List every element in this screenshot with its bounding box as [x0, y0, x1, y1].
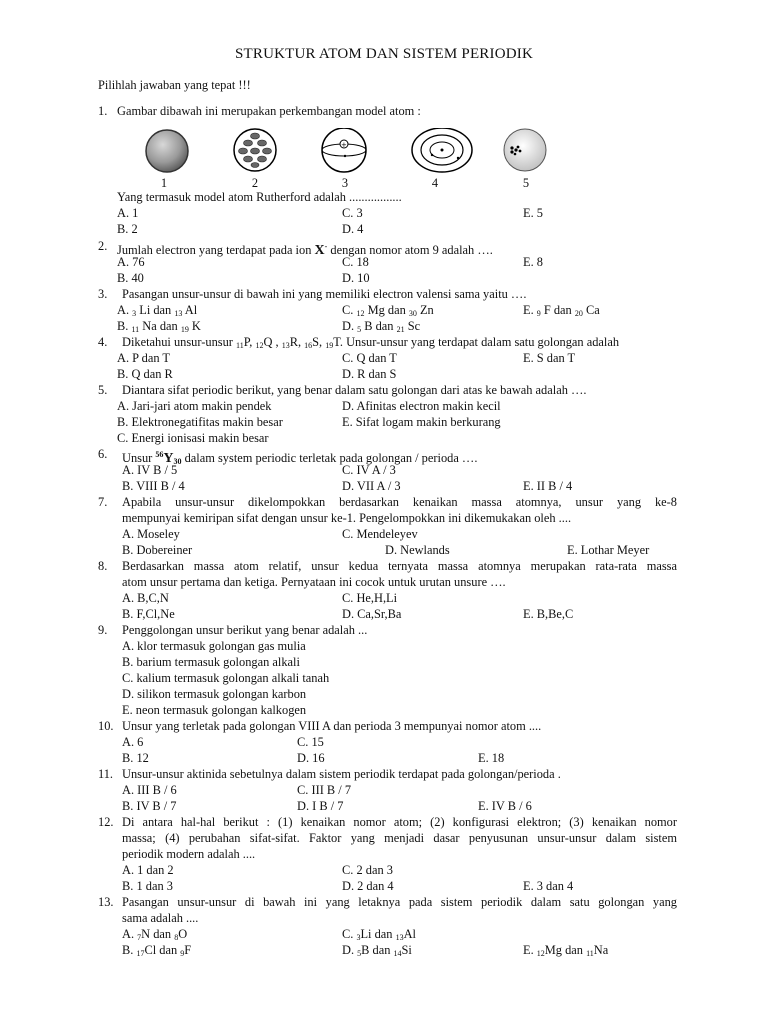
svg-text:+: + — [341, 141, 347, 149]
q6-option-a: A. IV B / 5 — [122, 463, 178, 477]
q4-text: Diketahui unsur-unsur $_{11}$P, $_{12}$Q , $_{13}$R, $_{16}$S, $_{19}$T. Unsur-unsur yang terdapat dalam satu golongan adalah — [122, 335, 620, 350]
page-title: STRUKTUR ATOM DAN SISTEM PERIODIK — [234, 46, 534, 62]
q5-option-e: E. Sifat logam makin berkurang — [342, 415, 501, 429]
q13-text-line1: Pasangan unsur-unsur di bawah ini yang letaknya pada sistem periodik dalam satu golongan yang — [122, 895, 677, 909]
q12-text-line1: Di antara hal-hal berikut : (1) kenaikan nomor atom; (2) konfigurasi elektron; (3) kenaikan nomor — [122, 815, 677, 829]
q3-option-b: B. $_{11}$ Na dan $_{19}$ K — [117, 319, 201, 334]
q11-number: 11. — [98, 767, 114, 781]
q12-option-c: C. 2 dan 3 — [342, 863, 393, 877]
q9-text: Penggolongan unsur berikut yang benar adalah ... — [122, 623, 368, 637]
instruction: Pilihlah jawaban yang tepat !!! — [98, 78, 251, 92]
figure-label: 1 — [160, 176, 168, 190]
q3-option-c: C. $_{12}$ Mg dan $_{30}$ Zn — [342, 303, 434, 318]
q10-option-a: A. 6 — [122, 735, 144, 749]
q3-number: 3. — [98, 287, 108, 301]
q4-option-b: B. Q dan R — [117, 367, 173, 381]
q12-option-e: E. 3 dan 4 — [523, 879, 574, 893]
q9-option-a: A. klor termasuk golongan gas mulia — [122, 639, 306, 653]
q12-number: 12. — [98, 815, 114, 829]
rutherford-model-icon — [322, 128, 366, 172]
q1-option-c: C. 3 — [342, 206, 363, 220]
q8-option-d: D. Ca,Sr,Ba — [342, 607, 402, 621]
q3-option-a: A. $_3$ Li dan $_{13}$ Al — [117, 303, 198, 318]
q6-number: 6. — [98, 447, 108, 461]
q11-option-b: B. IV B / 7 — [122, 799, 177, 813]
q1-option-b: B. 2 — [117, 222, 138, 236]
q4-option-c: C. Q dan T — [342, 351, 397, 365]
q2-option-a: A. 76 — [117, 255, 145, 269]
q1-option-d: D. 4 — [342, 222, 364, 236]
q7-option-a: A. Moseley — [122, 527, 180, 541]
q2-number: 2. — [98, 239, 108, 253]
q5-text: Diantara sifat periodic berikut, yang benar dalam satu golongan dari atas ke bawah adalah …. — [122, 383, 587, 397]
q12-option-b: B. 1 dan 3 — [122, 879, 173, 893]
q2-option-d: D. 10 — [342, 271, 370, 285]
q8-option-c: C. He,H,Li — [342, 591, 398, 605]
q13-option-b: B. $_{17}$Cl dan $_9$F — [122, 943, 192, 958]
q10-option-b: B. 12 — [122, 751, 149, 765]
figure-label: 5 — [522, 176, 530, 190]
q12-option-a: A. 1 dan 2 — [122, 863, 174, 877]
q13-text-line2: sama adalah .... — [122, 911, 199, 925]
q13-option-c: C. $_3$Li dan $_{13}$Al — [342, 927, 416, 942]
q13-option-a: A. $_7$N dan $_8$O — [122, 927, 188, 942]
q8-option-e: E. B,Be,C — [523, 607, 574, 621]
q12-option-d: D. 2 dan 4 — [342, 879, 394, 893]
thomson-model-icon — [234, 129, 276, 171]
q5-option-a: A. Jari-jari atom makin pendek — [117, 399, 272, 413]
q6-option-c: C. IV A / 3 — [342, 463, 396, 477]
q8-number: 8. — [98, 559, 108, 573]
q5-number: 5. — [98, 383, 108, 397]
q11-option-d: D. I B / 7 — [297, 799, 344, 813]
q11-option-c: C. III B / 7 — [297, 783, 352, 797]
q12-text-line3: periodik modern adalah .... — [122, 847, 256, 861]
q9-number: 9. — [98, 623, 108, 637]
q7-text-line2: mempunyai kemiripan sifat dengan unsur ke-1. Pengelompokkan ini dikemukakan oleh .... — [122, 511, 572, 525]
q2-option-e: E. 8 — [523, 255, 543, 269]
q6-text: Unsur $^{56}Y_{30}$ dalam system periodic terletak pada golongan / perioda …. — [122, 450, 478, 466]
dalton-model-icon — [146, 130, 188, 172]
quantum-model-icon — [504, 129, 546, 171]
q1-option-a: A. 1 — [117, 206, 139, 220]
q2-text: Jumlah electron yang terdapat pada ion X- dengan nomor atom 9 adalah …. — [117, 242, 493, 258]
q9-option-d: D. silikon termasuk golongan karbon — [122, 687, 307, 701]
q1-text: Gambar dibawah ini merupakan perkembangan model atom : — [117, 104, 421, 118]
q10-option-d: D. 16 — [297, 751, 325, 765]
figure-label: 4 — [431, 176, 439, 190]
q8-option-a: A. B,C,N — [122, 591, 169, 605]
q7-number: 7. — [98, 495, 108, 509]
q11-option-e: E. IV B / 6 — [478, 799, 532, 813]
q9-option-b: B. barium termasuk golongan alkali — [122, 655, 300, 669]
q13-option-d: D. $_5$B dan $_{14}$Si — [342, 943, 412, 958]
q7-option-c: C. Mendeleyev — [342, 527, 418, 541]
q1-question: Yang termasuk model atom Rutherford adalah ................. — [117, 190, 402, 204]
figure-label: 3 — [341, 176, 349, 190]
figure-label: 2 — [251, 176, 259, 190]
q9-option-c: C. kalium termasuk golongan alkali tanah — [122, 671, 330, 685]
q7-option-e: E. Lothar Meyer — [567, 543, 650, 557]
bohr-model-icon — [412, 128, 472, 172]
q10-text: Unsur yang terletak pada golongan VIII A dan perioda 3 mempunyai nomor atom .... — [122, 719, 542, 733]
q6-option-d: D. VII A / 3 — [342, 479, 401, 493]
q2-option-b: B. 40 — [117, 271, 144, 285]
q9-option-e: E. neon termasuk golongan kalkogen — [122, 703, 307, 717]
q3-text: Pasangan unsur-unsur di bawah ini yang memiliki electron valensi sama yaitu …. — [122, 287, 527, 301]
q13-option-e: E. $_{12}$Mg dan $_{11}$Na — [523, 943, 609, 958]
q5-option-c: C. Energi ionisasi makin besar — [117, 431, 269, 445]
q6-option-e: E. II B / 4 — [523, 479, 573, 493]
q4-option-d: D. R dan S — [342, 367, 397, 381]
q11-text: Unsur-unsur aktinida sebetulnya dalam sistem periodik terdapat pada golongan/perioda . — [122, 767, 561, 781]
q5-option-b: B. Elektronegatifitas makin besar — [117, 415, 283, 429]
q10-option-c: C. 15 — [297, 735, 324, 749]
q8-text-line1: Berdasarkan massa atom relatif, unsur kedua ternyata massa atomnya merupakan rata-rata massa — [122, 559, 677, 573]
q4-number: 4. — [98, 335, 108, 349]
q4-option-e: E. S dan T — [523, 351, 576, 365]
q7-option-d: D. Newlands — [385, 543, 450, 557]
q8-option-b: B. F,Cl,Ne — [122, 607, 175, 621]
q13-number: 13. — [98, 895, 114, 909]
q5-option-d: D. Afinitas electron makin kecil — [342, 399, 501, 413]
q7-text-line1: Apabila unsur-unsur dikelompokkan berdasarkan kenaikan massa atomnya, unsur yang ke-8 — [122, 495, 677, 509]
q10-number: 10. — [98, 719, 114, 733]
q3-option-d: D. $_5$ B dan $_{21}$ Sc — [342, 319, 421, 334]
q3-option-e: E. $_9$ F dan $_{20}$ Ca — [523, 303, 600, 318]
q1-number: 1. — [98, 104, 108, 118]
q11-option-a: A. III B / 6 — [122, 783, 177, 797]
atom-models-figure — [140, 128, 560, 178]
q1-option-e: E. 5 — [523, 206, 543, 220]
q8-text-line2: atom unsur pertama dan ketiga. Pernyataan ini cocok untuk urutan unsure …. — [122, 575, 506, 589]
q12-text-line2: massa; (4) perubahan sifat-sifat. Faktor yang menjadi dasar penyusunan unsur-unsur dalam sistem — [122, 831, 677, 845]
q2-option-c: C. 18 — [342, 255, 369, 269]
q10-option-e: E. 18 — [478, 751, 505, 765]
q7-option-b: B. Dobereiner — [122, 543, 193, 557]
q6-option-b: B. VIII B / 4 — [122, 479, 185, 493]
q4-option-a: A. P dan T — [117, 351, 171, 365]
